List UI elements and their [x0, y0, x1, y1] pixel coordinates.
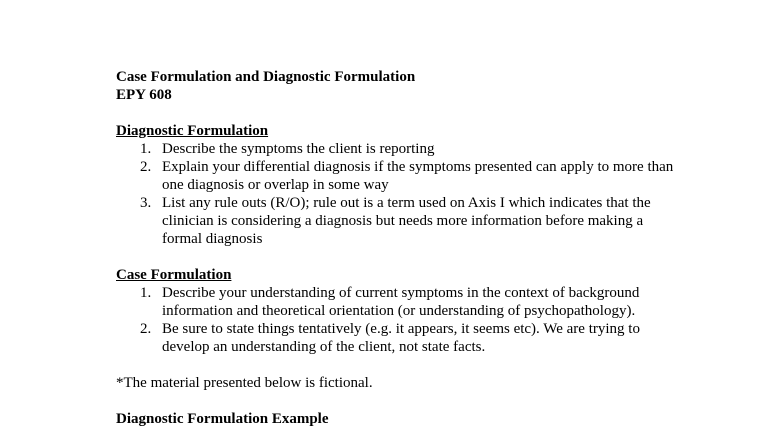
list-item-number: 1. — [140, 285, 152, 301]
list-item — [116, 140, 676, 158]
list-item — [116, 158, 676, 194]
diagnostic-formulation-heading: Diagnostic Formulation — [116, 123, 269, 139]
document-title: Case Formulation and Diagnostic Formulation — [116, 69, 416, 85]
fictional-note: *The material presented below is fictional. — [116, 375, 373, 391]
list-item — [116, 284, 676, 320]
diagnostic-formulation-list — [116, 140, 676, 248]
course-code: EPY 608 — [116, 87, 172, 103]
diagnostic-formulation-example-heading: Diagnostic Formulation Example — [116, 411, 329, 427]
case-formulation-list — [116, 284, 676, 356]
case-formulation-heading: Case Formulation — [116, 267, 232, 283]
list-item-text: List any rule outs (R/O); rule out is a term used on Axis I which indicates that the clinician is considering a diagnosis but needs more information before making a formal diagnosis — [162, 195, 651, 247]
document-header — [116, 68, 676, 104]
list-item — [116, 320, 676, 356]
list-item-text: Describe your understanding of current symptoms in the context of background information and theoretical orientation (or understanding of psychopathology). — [162, 285, 640, 319]
list-item-text: Be sure to state things tentatively (e.g. it appears, it seems etc). We are trying to develop an understanding of the client, not state facts. — [162, 321, 640, 355]
list-item-number: 2. — [140, 321, 152, 337]
list-item-number: 2. — [140, 159, 152, 175]
list-item-text: Describe the symptoms the client is reporting — [162, 141, 435, 157]
list-item — [116, 194, 676, 248]
list-item-number: 1. — [140, 141, 152, 157]
list-item-number: 3. — [140, 195, 152, 211]
document-page — [116, 68, 676, 428]
list-item-text: Explain your differential diagnosis if the symptoms presented can apply to more than one diagnosis or overlap in some way — [162, 159, 674, 193]
